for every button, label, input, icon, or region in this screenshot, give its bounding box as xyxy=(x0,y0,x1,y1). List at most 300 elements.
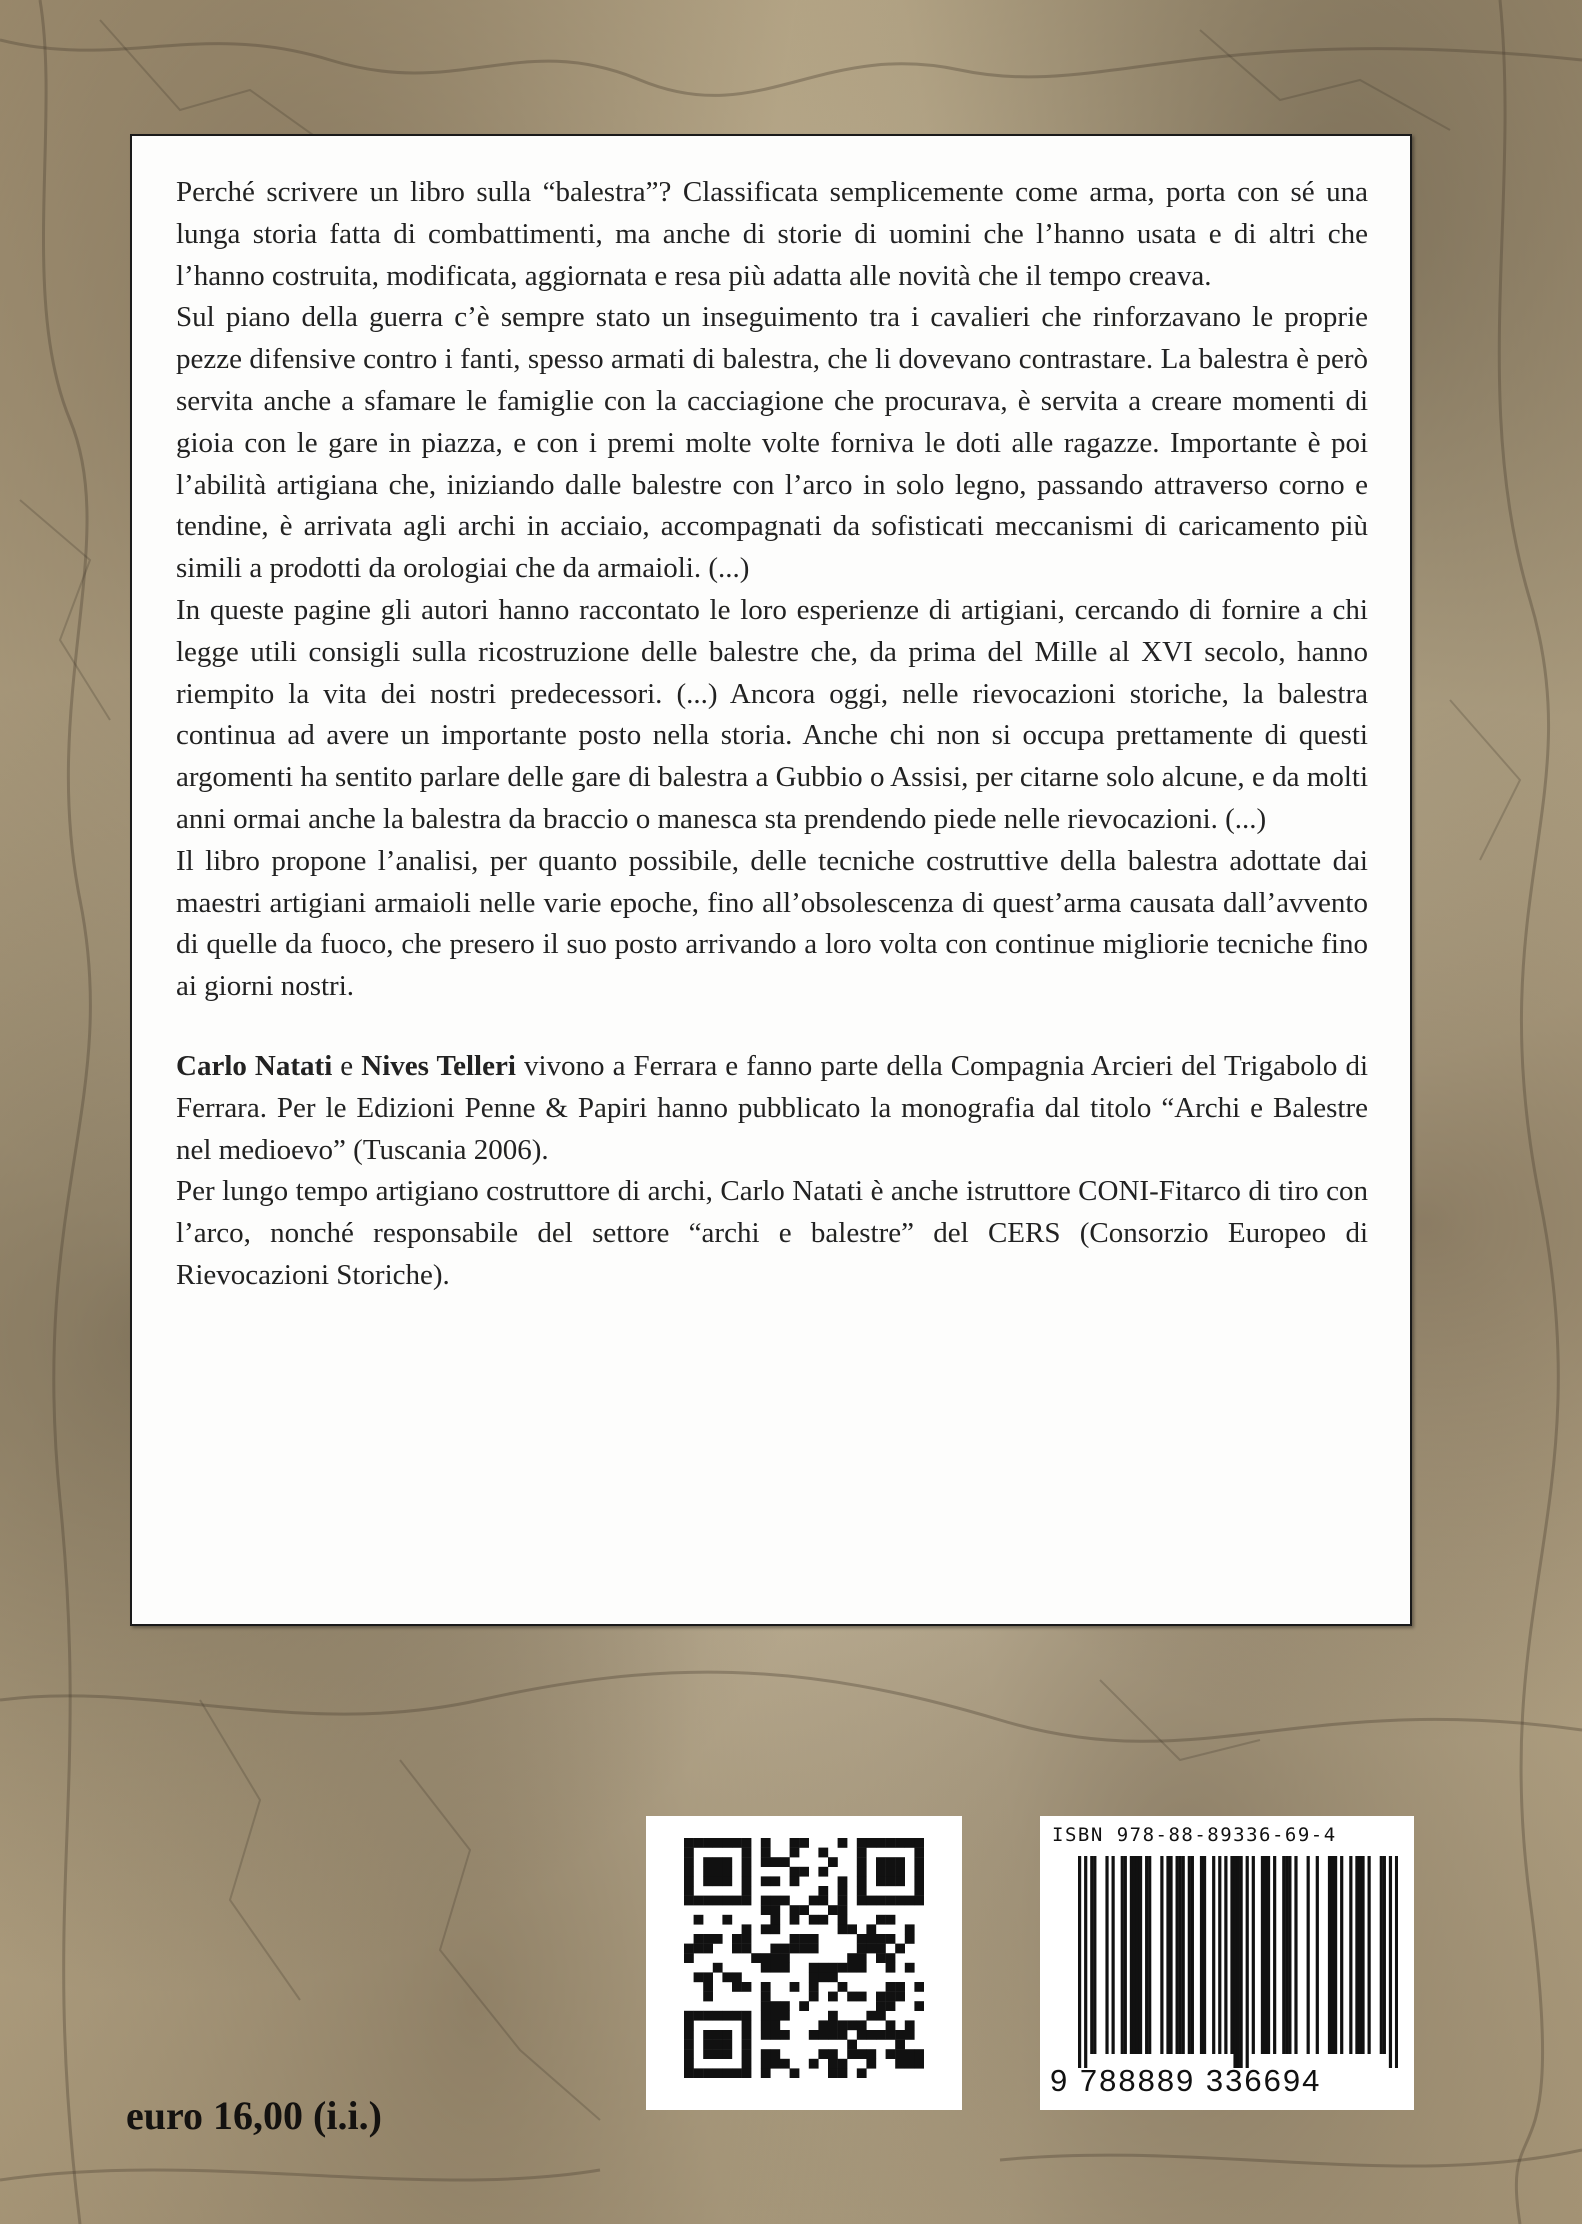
qr-module xyxy=(895,2030,905,2040)
qr-module xyxy=(770,1876,780,1886)
barcode-bar xyxy=(1383,1856,1386,2054)
qr-module xyxy=(703,1972,713,1982)
author-bio-1 xyxy=(176,1046,1368,1171)
barcode-bar xyxy=(1349,1856,1352,2054)
barcode-bar xyxy=(1188,1856,1191,2054)
qr-module xyxy=(694,2011,704,2021)
qr-module xyxy=(857,1944,867,1954)
qr-module xyxy=(905,1896,915,1906)
qr-module xyxy=(732,1944,742,1954)
barcode-bar xyxy=(1252,1856,1255,2054)
qr-module xyxy=(809,1992,819,2002)
barcode-bar xyxy=(1224,1856,1227,2054)
qr-code-icon xyxy=(684,1838,924,2078)
qr-module xyxy=(722,1867,732,1877)
qr-module xyxy=(790,1934,800,1944)
barcode-bar xyxy=(1130,1856,1133,2054)
qr-module xyxy=(761,1838,771,1848)
qr-module xyxy=(818,2030,828,2040)
qr-module xyxy=(780,1857,790,1867)
qr-module xyxy=(914,1848,924,1858)
qr-module xyxy=(809,1982,819,1992)
qr-module xyxy=(780,1944,790,1954)
qr-module xyxy=(857,2049,867,2059)
qr-module xyxy=(780,1963,790,1973)
qr-module xyxy=(905,2020,915,2030)
qr-module xyxy=(857,1867,867,1877)
barcode-bar xyxy=(1307,1856,1310,2054)
qr-module xyxy=(895,1982,905,1992)
qr-module xyxy=(713,1963,723,1973)
qr-module xyxy=(866,2049,876,2059)
qr-module xyxy=(703,2040,713,2050)
qr-module xyxy=(684,1944,694,1954)
barcode-bar xyxy=(1288,1856,1291,2054)
qr-module xyxy=(876,1838,886,1848)
barcode-bar xyxy=(1282,1856,1285,2054)
author-bio-2: Per lungo tempo artigiano costruttore di archi, Carlo Natati è anche istruttore CONI-Fitarco di tiro con l’arco, nonché responsabile del settore “archi e balestre” del CERS (Consorzio Europeo di Rievocazioni Storiche). xyxy=(176,1175,1368,1291)
barcode-bar xyxy=(1166,1856,1169,2054)
barcode-bar xyxy=(1285,1856,1288,2054)
qr-module xyxy=(809,1915,819,1925)
qr-module xyxy=(790,1944,800,1954)
qr-module xyxy=(713,1857,723,1867)
qr-module xyxy=(799,1838,809,1848)
qr-module xyxy=(761,2049,771,2059)
qr-module xyxy=(895,1896,905,1906)
barcode-bar xyxy=(1145,1856,1148,2054)
barcode-bar xyxy=(1334,1856,1337,2054)
qr-module xyxy=(866,2030,876,2040)
qr-module xyxy=(713,1896,723,1906)
qr-module xyxy=(722,2040,732,2050)
qr-module xyxy=(895,1944,905,1954)
barcode-bar xyxy=(1233,1856,1236,2068)
qr-module xyxy=(790,1876,800,1886)
blurb-paragraph-2: Sul piano della guerra c’è sempre stato un inseguimento tra i cavalieri che rinforzavano le proprie pezze difensive contro i fanti, spesso armati di balestra, che li dovevano contrastare. La balestra è però servita anche a sfamare le famiglie con la cacciagione che procurava, è servita a creare momenti di gioia con le gare in piazza, e con i premi molte volte forniva le doti alle ragazze. Importante è poi l’abilità artigiana che, iniziando dalle balestre con l’arco in solo legno, passando attraverso corno e tendine, è arrivata agli archi in acciaio, accompagnati da sofisticati meccanismi di caricamento più simili a prodotti da orologiai che da armaioli. (...) xyxy=(176,301,1368,585)
qr-module xyxy=(857,1838,867,1848)
qr-module xyxy=(895,1992,905,2002)
qr-module xyxy=(876,1934,886,1944)
qr-module xyxy=(809,2030,819,2040)
qr-module xyxy=(780,2059,790,2069)
qr-module xyxy=(905,2049,915,2059)
barcode-bar xyxy=(1264,1856,1267,2054)
qr-module xyxy=(703,1867,713,1877)
qr-module xyxy=(818,1915,828,1925)
qr-module xyxy=(790,1905,800,1915)
qr-module xyxy=(914,1886,924,1896)
qr-module xyxy=(876,2030,886,2040)
qr-module xyxy=(818,1848,828,1858)
qr-module xyxy=(703,1838,713,1848)
qr-module xyxy=(905,1924,915,1934)
qr-module xyxy=(713,1838,723,1848)
qr-module xyxy=(770,1915,780,1925)
qr-module xyxy=(886,1838,896,1848)
qr-module xyxy=(876,1915,886,1925)
qr-module xyxy=(818,1867,828,1877)
qr-module xyxy=(799,1944,809,1954)
qr-module xyxy=(857,1953,867,1963)
qr-module xyxy=(770,1963,780,1973)
qr-module xyxy=(684,2011,694,2021)
qr-module xyxy=(751,1953,761,1963)
qr-module xyxy=(732,1896,742,1906)
qr-module xyxy=(761,1857,771,1867)
barcode-bar xyxy=(1395,1856,1398,2068)
qr-module xyxy=(809,1896,819,1906)
barcode-bar xyxy=(1179,1856,1182,2054)
qr-module xyxy=(809,1944,819,1954)
barcode-bar xyxy=(1078,1856,1081,2068)
qr-module xyxy=(876,1944,886,1954)
qr-module xyxy=(886,1963,896,1973)
barcode-bar xyxy=(1355,1856,1358,2054)
qr-module xyxy=(799,1867,809,1877)
qr-module xyxy=(838,2030,848,2040)
qr-module xyxy=(722,1915,732,1925)
qr-module xyxy=(828,2049,838,2059)
author-conjunction: e xyxy=(332,1049,362,1082)
qr-module xyxy=(895,2040,905,2050)
qr-module xyxy=(886,2030,896,2040)
qr-module xyxy=(895,1867,905,1877)
qr-module xyxy=(713,2030,723,2040)
barcode-bar xyxy=(1121,1856,1124,2054)
qr-module xyxy=(732,2011,742,2021)
qr-module xyxy=(770,2049,780,2059)
barcode-bar xyxy=(1218,1856,1221,2054)
qr-module xyxy=(684,1953,694,1963)
blurb-panel xyxy=(130,134,1412,1626)
barcode-bar xyxy=(1160,1856,1163,2054)
qr-module xyxy=(799,2001,809,2011)
qr-module xyxy=(876,1896,886,1906)
qr-module xyxy=(818,1972,828,1982)
blurb-paragraph-4: Il libro propone l’analisi, per quanto possibile, delle tecniche costruttive della balestra adottate dai maestri artigiani armaioli nelle varie epoche, fino all’obsolescenza di quest’arma causata dall’avvento di quelle da fuoco, che presero il suo posto arrivando a loro volta con continue migliorie tecniche fino ai giorni nostri. xyxy=(176,844,1368,1003)
blurb-paragraph-1: Perché scrivere un libro sulla “balestra”? Classificata semplicemente come arma, porta con sé una lunga storia fatta di combattimenti, ma anche di storie di uomini che l’hanno usata e di altri che l’hanno costruita, modificata, aggiornata e resa più adatta alle novità che il tempo creava. xyxy=(176,176,1368,292)
qr-module xyxy=(790,1982,800,1992)
qr-module xyxy=(742,1838,752,1848)
qr-module xyxy=(722,2011,732,2021)
qr-module xyxy=(914,1896,924,1906)
qr-module xyxy=(809,1934,819,1944)
qr-module xyxy=(722,2049,732,2059)
qr-module xyxy=(914,1857,924,1867)
qr-module xyxy=(857,1848,867,1858)
qr-module xyxy=(876,1992,886,2002)
qr-module xyxy=(828,2068,838,2078)
qr-module xyxy=(684,2020,694,2030)
qr-module xyxy=(847,1953,857,1963)
qr-module xyxy=(742,1944,752,1954)
qr-module xyxy=(713,1934,723,1944)
blurb-text xyxy=(176,172,1368,1297)
qr-module xyxy=(886,2020,896,2030)
qr-module xyxy=(703,1992,713,2002)
qr-module xyxy=(742,2030,752,2040)
qr-module xyxy=(838,1905,848,1915)
barcode-bar xyxy=(1191,1856,1194,2054)
author-name-2: Nives Telleri xyxy=(361,1049,516,1082)
qr-module xyxy=(780,2011,790,2021)
qr-module xyxy=(857,1992,867,2002)
qr-module xyxy=(742,2049,752,2059)
qr-module xyxy=(703,1982,713,1992)
barcode-bar xyxy=(1200,1856,1203,2054)
qr-module xyxy=(866,2059,876,2069)
qr-module xyxy=(905,1934,915,1944)
barcode-bar xyxy=(1316,1856,1319,2054)
qr-module xyxy=(761,1953,771,1963)
qr-module xyxy=(914,1876,924,1886)
barcode-digits: 9 788889 336694 xyxy=(1050,2063,1322,2098)
barcode-bar xyxy=(1294,1856,1297,2054)
barcode-bar xyxy=(1261,1856,1264,2054)
barcode-bar xyxy=(1124,1856,1127,2054)
qr-module xyxy=(886,1915,896,1925)
qr-module xyxy=(876,2011,886,2021)
qr-module xyxy=(876,1876,886,1886)
qr-module xyxy=(732,2068,742,2078)
qr-module xyxy=(703,1876,713,1886)
qr-module xyxy=(694,1838,704,1848)
qr-module xyxy=(818,1886,828,1896)
author-name-1: Carlo Natati xyxy=(176,1049,333,1082)
qr-module xyxy=(684,2049,694,2059)
qr-module xyxy=(684,1896,694,1906)
qr-module xyxy=(742,2059,752,2069)
qr-module xyxy=(905,1838,915,1848)
qr-module xyxy=(914,2059,924,2069)
qr-module xyxy=(857,2020,867,2030)
qr-module xyxy=(895,1838,905,1848)
qr-module xyxy=(828,1972,838,1982)
qr-module xyxy=(713,2040,723,2050)
qr-module xyxy=(886,1953,896,1963)
qr-module xyxy=(828,1963,838,1973)
qr-module xyxy=(866,1934,876,1944)
qr-module xyxy=(713,2068,723,2078)
qr-module xyxy=(828,2011,838,2021)
qr-module xyxy=(694,1972,704,1982)
qr-module xyxy=(914,2049,924,2059)
qr-module xyxy=(857,1934,867,1944)
qr-module xyxy=(895,2059,905,2069)
qr-module xyxy=(914,2001,924,2011)
qr-module xyxy=(780,2030,790,2040)
price-label: euro 16,00 (i.i.) xyxy=(126,2093,382,2138)
qr-module xyxy=(857,1896,867,1906)
qr-module xyxy=(828,1857,838,1867)
qr-module xyxy=(790,2068,800,2078)
barcode-bar xyxy=(1176,1856,1179,2054)
qr-module xyxy=(703,2030,713,2040)
barcode-bar xyxy=(1203,1856,1206,2054)
qr-module xyxy=(809,2059,819,2069)
qr-module xyxy=(742,1886,752,1896)
qr-module xyxy=(905,1963,915,1973)
qr-module xyxy=(886,2001,896,2011)
qr-module xyxy=(732,1934,742,1944)
qr-module xyxy=(742,2020,752,2030)
qr-module xyxy=(828,1992,838,2002)
qr-module xyxy=(742,1857,752,1867)
qr-module xyxy=(694,2068,704,2078)
barcode-bar xyxy=(1139,1856,1142,2054)
barcode-bar xyxy=(1090,1856,1093,2054)
qr-module xyxy=(838,1876,848,1886)
qr-module xyxy=(857,1963,867,1973)
qr-module xyxy=(790,1867,800,1877)
barcode-bar xyxy=(1169,1856,1172,2054)
qr-module xyxy=(857,1857,867,1867)
qr-module xyxy=(780,2001,790,2011)
qr-module xyxy=(742,1848,752,1858)
qr-module xyxy=(838,1886,848,1896)
qr-module xyxy=(684,1876,694,1886)
qr-module xyxy=(895,1876,905,1886)
qr-module xyxy=(847,2040,857,2050)
qr-module xyxy=(790,1838,800,1848)
qr-module xyxy=(742,1896,752,1906)
qr-module xyxy=(818,2020,828,2030)
barcode-bar xyxy=(1182,1856,1185,2054)
barcode-bar xyxy=(1084,1856,1087,2068)
qr-module xyxy=(780,1953,790,1963)
qr-module xyxy=(886,1867,896,1877)
qr-module xyxy=(770,2030,780,2040)
qr-module xyxy=(684,2059,694,2069)
qr-module xyxy=(847,1992,857,2002)
qr-module xyxy=(684,2040,694,2050)
barcode-bar xyxy=(1105,1856,1108,2054)
qr-module xyxy=(866,1924,876,1934)
qr-module xyxy=(866,1944,876,1954)
qr-module xyxy=(770,1896,780,1906)
qr-module xyxy=(694,1915,704,1925)
qr-code xyxy=(646,1816,962,2110)
barcode-bar xyxy=(1328,1856,1331,2054)
qr-module xyxy=(857,2030,867,2040)
barcode-bar xyxy=(1273,1856,1276,2054)
qr-module xyxy=(761,2068,771,2078)
qr-module xyxy=(886,1857,896,1867)
barcode-bar xyxy=(1358,1856,1361,2054)
qr-module xyxy=(761,1848,771,1858)
qr-module xyxy=(761,2020,771,2030)
qr-module xyxy=(742,2068,752,2078)
qr-module xyxy=(876,1867,886,1877)
qr-module xyxy=(905,2059,915,2069)
qr-module xyxy=(770,1924,780,1934)
author-bio-text: vivono a Ferrara e fanno parte della Compagnia Arcieri del Trigabolo di Ferrara. Per le Edizioni Penne & Papiri hanno pubblicato la monografia dal titolo “Archi e Balestre nel medioevo” (Tuscania 2006). xyxy=(176,1049,1369,1166)
barcode-bar xyxy=(1133,1856,1136,2054)
qr-module xyxy=(914,1838,924,1848)
qr-module xyxy=(703,1944,713,1954)
qr-module xyxy=(684,1848,694,1858)
barcode-bar xyxy=(1246,1856,1249,2068)
barcode-bar xyxy=(1230,1856,1233,2054)
qr-module xyxy=(694,1944,704,1954)
qr-module xyxy=(857,1886,867,1896)
qr-module xyxy=(732,1982,742,1992)
qr-module xyxy=(838,2059,848,2069)
qr-module xyxy=(770,1905,780,1915)
qr-module xyxy=(742,1982,752,1992)
barcode-bar xyxy=(1093,1856,1096,2054)
qr-module xyxy=(847,2049,857,2059)
qr-module xyxy=(703,2068,713,2078)
qr-module xyxy=(780,1896,790,1906)
qr-module xyxy=(790,1848,800,1858)
qr-module xyxy=(713,2049,723,2059)
qr-module xyxy=(722,1857,732,1867)
qr-module xyxy=(722,1896,732,1906)
barcode-bar xyxy=(1368,1856,1371,2054)
qr-module xyxy=(694,1934,704,1944)
barcode-bar xyxy=(1236,1856,1239,2068)
qr-module xyxy=(742,1924,752,1934)
qr-module xyxy=(770,2020,780,2030)
qr-module xyxy=(761,1982,771,1992)
qr-module xyxy=(761,2011,771,2021)
qr-module xyxy=(828,1905,838,1915)
qr-module xyxy=(818,1963,828,1973)
paragraph-gap xyxy=(176,1008,1368,1046)
qr-module xyxy=(790,1915,800,1925)
qr-module xyxy=(838,1924,848,1934)
qr-module xyxy=(799,1934,809,1944)
qr-module xyxy=(732,1838,742,1848)
qr-module xyxy=(684,1838,694,1848)
qr-module xyxy=(895,2049,905,2059)
qr-module xyxy=(732,1972,742,1982)
barcode-bar xyxy=(1148,1856,1151,2054)
isbn-label: ISBN 978-88-89336-69-4 xyxy=(1052,1824,1337,1846)
qr-module xyxy=(886,1982,896,1992)
qr-module xyxy=(838,1982,848,1992)
qr-module xyxy=(742,1867,752,1877)
qr-module xyxy=(799,1905,809,1915)
qr-module xyxy=(722,1876,732,1886)
qr-module xyxy=(847,2020,857,2030)
qr-module xyxy=(876,2001,886,2011)
qr-module xyxy=(914,1982,924,1992)
qr-module xyxy=(761,1896,771,1906)
barcode-bar xyxy=(1331,1856,1334,2054)
qr-module xyxy=(857,1876,867,1886)
qr-module xyxy=(742,1876,752,1886)
qr-module xyxy=(847,1963,857,1973)
qr-module xyxy=(818,2049,828,2059)
qr-module xyxy=(761,1924,771,1934)
qr-module xyxy=(886,1934,896,1944)
qr-module xyxy=(684,1886,694,1896)
qr-module xyxy=(722,1838,732,1848)
qr-module xyxy=(761,2030,771,2040)
qr-module xyxy=(838,2020,848,2030)
qr-module xyxy=(770,1857,780,1867)
qr-module xyxy=(838,1915,848,1925)
qr-module xyxy=(770,2001,780,2011)
qr-module xyxy=(742,2011,752,2021)
qr-module xyxy=(703,2049,713,2059)
qr-module xyxy=(703,1896,713,1906)
qr-module xyxy=(828,2030,838,2040)
qr-module xyxy=(770,2011,780,2021)
